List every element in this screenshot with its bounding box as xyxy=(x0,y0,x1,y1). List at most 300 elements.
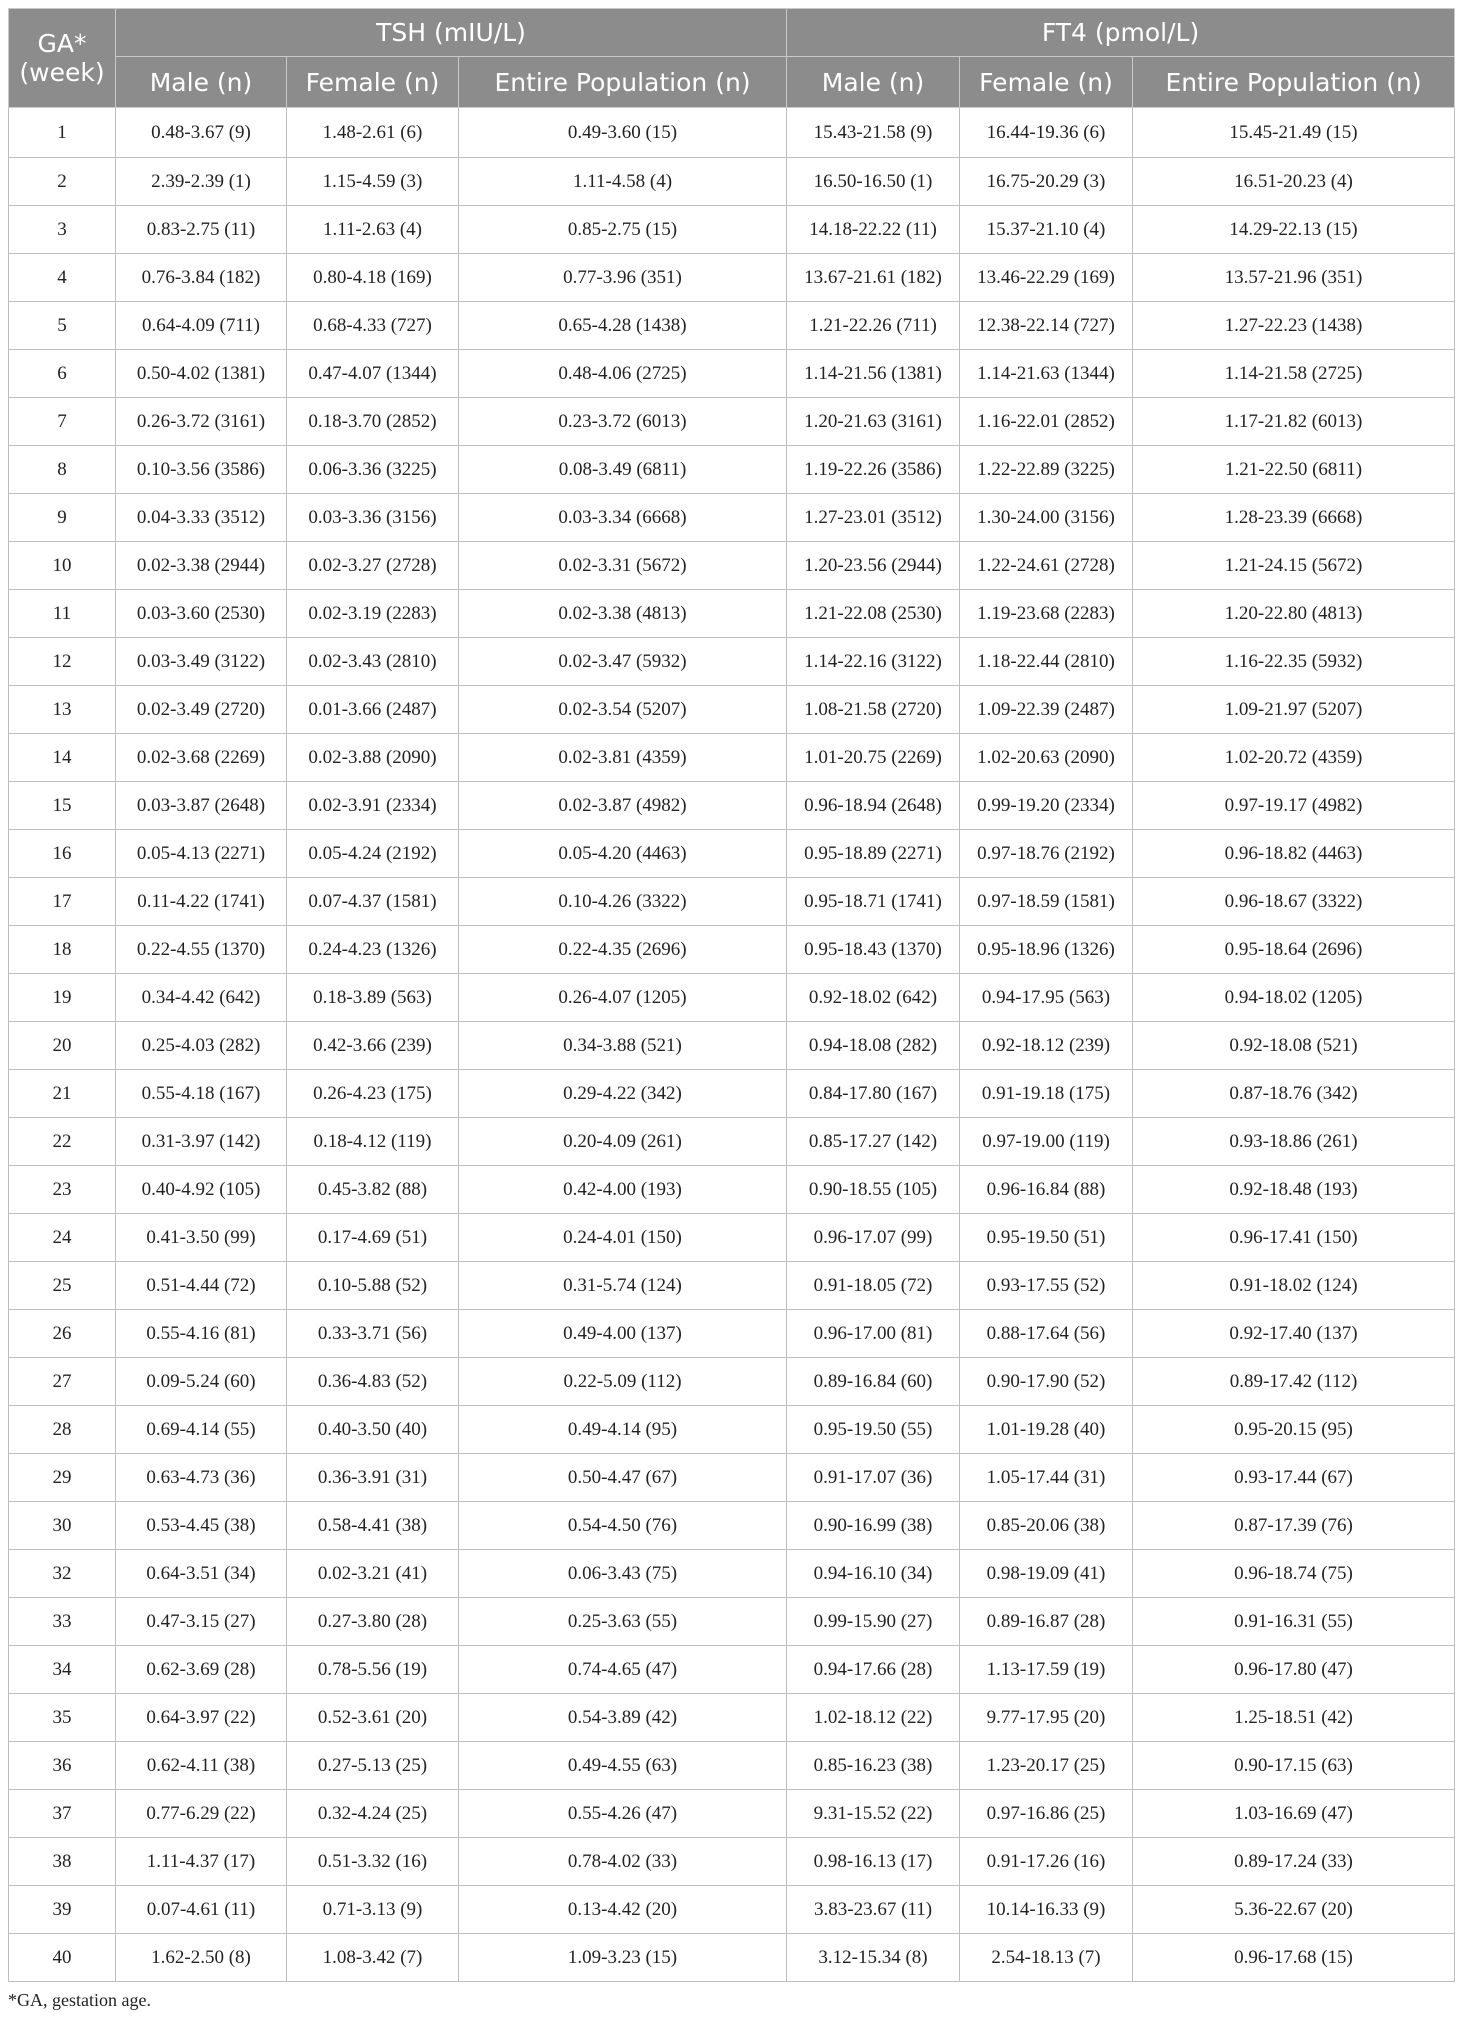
tsh-entire-population-cell: 0.78-4.02 (33) xyxy=(459,1838,787,1886)
table-row xyxy=(9,1598,1455,1646)
tsh-male-cell: 0.62-3.69 (28) xyxy=(116,1646,287,1694)
ft4-male-cell: 0.95-19.50 (55) xyxy=(787,1406,960,1454)
table-row xyxy=(9,302,1455,350)
tsh-female-cell: 0.02-3.27 (2728) xyxy=(287,542,459,590)
ft4-female-cell: 1.01-19.28 (40) xyxy=(960,1406,1133,1454)
ft4-entire-population-cell: 5.36-22.67 (20) xyxy=(1133,1886,1455,1934)
tsh-male-cell: 0.02-3.68 (2269) xyxy=(116,734,287,782)
tsh-entire-population-cell: 0.10-4.26 (3322) xyxy=(459,878,787,926)
ga-week-cell: 9 xyxy=(9,494,116,542)
tsh-female-cell: 0.18-4.12 (119) xyxy=(287,1118,459,1166)
ft4-male-cell: 1.20-23.56 (2944) xyxy=(787,542,960,590)
ft4-entire-population-cell: 0.92-17.40 (137) xyxy=(1133,1310,1455,1358)
ft4-male-cell: 0.84-17.80 (167) xyxy=(787,1070,960,1118)
ft4-entire-population-cell: 0.94-18.02 (1205) xyxy=(1133,974,1455,1022)
tsh-female-cell: 0.47-4.07 (1344) xyxy=(287,350,459,398)
ft4-male-cell: 0.90-18.55 (105) xyxy=(787,1166,960,1214)
tsh-female-cell: 0.02-3.19 (2283) xyxy=(287,590,459,638)
table-row xyxy=(9,1934,1455,1982)
ft4-male-cell: 0.94-17.66 (28) xyxy=(787,1646,960,1694)
tsh-female-cell: 0.32-4.24 (25) xyxy=(287,1790,459,1838)
tsh-male-cell: 2.39-2.39 (1) xyxy=(116,158,287,206)
table-row xyxy=(9,638,1455,686)
tsh-male-cell: 0.63-4.73 (36) xyxy=(116,1454,287,1502)
table-row xyxy=(9,254,1455,302)
ft4-female-cell: 0.95-18.96 (1326) xyxy=(960,926,1133,974)
tsh-group-header: TSH (mIU/L) xyxy=(116,9,787,57)
ft4-female-cell: 1.22-22.89 (3225) xyxy=(960,446,1133,494)
table-row xyxy=(9,830,1455,878)
ft4-male-cell: 1.01-20.75 (2269) xyxy=(787,734,960,782)
table-row xyxy=(9,734,1455,782)
tsh-male-cell: 0.03-3.87 (2648) xyxy=(116,782,287,830)
ga-week-cell: 29 xyxy=(9,1454,116,1502)
ft4-entire-population-cell: 0.91-18.02 (124) xyxy=(1133,1262,1455,1310)
ft4-female-cell: 0.88-17.64 (56) xyxy=(960,1310,1133,1358)
ft4-male-cell: 0.91-18.05 (72) xyxy=(787,1262,960,1310)
tsh-female-cell: 0.33-3.71 (56) xyxy=(287,1310,459,1358)
ft4-male-cell: 0.89-16.84 (60) xyxy=(787,1358,960,1406)
ga-week-cell: 2 xyxy=(9,158,116,206)
tsh-male-header: Male (n) xyxy=(116,57,287,108)
ft4-entire-population-cell: 14.29-22.13 (15) xyxy=(1133,206,1455,254)
tsh-male-cell: 0.03-3.60 (2530) xyxy=(116,590,287,638)
tsh-entire-population-cell: 0.42-4.00 (193) xyxy=(459,1166,787,1214)
table-row xyxy=(9,1742,1455,1790)
tsh-male-cell: 0.53-4.45 (38) xyxy=(116,1502,287,1550)
tsh-entire-population-cell: 0.49-4.00 (137) xyxy=(459,1310,787,1358)
ga-week-cell: 6 xyxy=(9,350,116,398)
ft4-entire-population-cell: 0.90-17.15 (63) xyxy=(1133,1742,1455,1790)
ft4-female-cell: 1.16-22.01 (2852) xyxy=(960,398,1133,446)
tsh-male-cell: 0.64-3.51 (34) xyxy=(116,1550,287,1598)
tsh-female-cell: 0.02-3.88 (2090) xyxy=(287,734,459,782)
tsh-male-cell: 0.09-5.24 (60) xyxy=(116,1358,287,1406)
ft4-female-cell: 16.44-19.36 (6) xyxy=(960,108,1133,158)
ft4-male-cell: 1.02-18.12 (22) xyxy=(787,1694,960,1742)
reference-interval-table xyxy=(8,8,1455,1982)
ga-week-cell: 15 xyxy=(9,782,116,830)
ft4-female-cell: 9.77-17.95 (20) xyxy=(960,1694,1133,1742)
ft4-male-cell: 16.50-16.50 (1) xyxy=(787,158,960,206)
ft4-female-cell: 1.23-20.17 (25) xyxy=(960,1742,1133,1790)
tsh-entire-population-cell: 0.03-3.34 (6668) xyxy=(459,494,787,542)
tsh-female-cell: 0.42-3.66 (239) xyxy=(287,1022,459,1070)
tsh-entire-population-cell: 0.49-4.55 (63) xyxy=(459,1742,787,1790)
tsh-male-cell: 0.05-4.13 (2271) xyxy=(116,830,287,878)
tsh-entire-population-cell: 0.13-4.42 (20) xyxy=(459,1886,787,1934)
tsh-entire-population-cell: 0.02-3.87 (4982) xyxy=(459,782,787,830)
ft4-female-cell: 1.18-22.44 (2810) xyxy=(960,638,1133,686)
ft4-female-cell: 0.91-17.26 (16) xyxy=(960,1838,1133,1886)
tsh-female-cell: 0.02-3.91 (2334) xyxy=(287,782,459,830)
table-row xyxy=(9,158,1455,206)
tsh-entire-population-cell: 0.74-4.65 (47) xyxy=(459,1646,787,1694)
ft4-male-cell: 1.27-23.01 (3512) xyxy=(787,494,960,542)
table-row xyxy=(9,686,1455,734)
table-row xyxy=(9,1886,1455,1934)
table-row xyxy=(9,108,1455,158)
table-row xyxy=(9,974,1455,1022)
ft4-entire-population-cell: 0.96-17.80 (47) xyxy=(1133,1646,1455,1694)
tsh-male-cell: 0.41-3.50 (99) xyxy=(116,1214,287,1262)
ft4-male-cell: 0.96-18.94 (2648) xyxy=(787,782,960,830)
ft4-female-cell: 2.54-18.13 (7) xyxy=(960,1934,1133,1982)
ft4-female-cell: 0.94-17.95 (563) xyxy=(960,974,1133,1022)
ft4-female-cell: 0.98-19.09 (41) xyxy=(960,1550,1133,1598)
ft4-female-cell: 1.30-24.00 (3156) xyxy=(960,494,1133,542)
ft4-group-header: FT4 (pmol/L) xyxy=(787,9,1455,57)
table-row xyxy=(9,1790,1455,1838)
ft4-male-cell: 13.67-21.61 (182) xyxy=(787,254,960,302)
ga-week-cell: 40 xyxy=(9,1934,116,1982)
table-row xyxy=(9,1502,1455,1550)
ft4-male-cell: 14.18-22.22 (11) xyxy=(787,206,960,254)
ft4-entire-population-cell: 0.91-16.31 (55) xyxy=(1133,1598,1455,1646)
ft4-entire-population-cell: 0.93-17.44 (67) xyxy=(1133,1454,1455,1502)
tsh-entire-population-cell: 0.31-5.74 (124) xyxy=(459,1262,787,1310)
tsh-female-cell: 1.48-2.61 (6) xyxy=(287,108,459,158)
tsh-entire-population-cell: 1.09-3.23 (15) xyxy=(459,1934,787,1982)
ft4-male-cell: 0.95-18.43 (1370) xyxy=(787,926,960,974)
ga-week-cell: 34 xyxy=(9,1646,116,1694)
tsh-female-cell: 0.17-4.69 (51) xyxy=(287,1214,459,1262)
table-row xyxy=(9,590,1455,638)
tsh-female-cell: 0.27-5.13 (25) xyxy=(287,1742,459,1790)
ft4-male-cell: 1.14-22.16 (3122) xyxy=(787,638,960,686)
tsh-female-cell: 0.18-3.89 (563) xyxy=(287,974,459,1022)
ft4-female-cell: 0.95-19.50 (51) xyxy=(960,1214,1133,1262)
table-row xyxy=(9,350,1455,398)
ft4-entire-population-cell: 0.89-17.42 (112) xyxy=(1133,1358,1455,1406)
tsh-entire-population-cell: 0.23-3.72 (6013) xyxy=(459,398,787,446)
ft4-entire-population-cell: 1.03-16.69 (47) xyxy=(1133,1790,1455,1838)
ft4-male-cell: 0.94-16.10 (34) xyxy=(787,1550,960,1598)
table-row xyxy=(9,1070,1455,1118)
ft4-male-cell: 1.08-21.58 (2720) xyxy=(787,686,960,734)
tsh-female-cell: 0.80-4.18 (169) xyxy=(287,254,459,302)
table-row xyxy=(9,1454,1455,1502)
ft4-male-cell: 3.83-23.67 (11) xyxy=(787,1886,960,1934)
tsh-entire-population-cell: 0.24-4.01 (150) xyxy=(459,1214,787,1262)
tsh-female-cell: 0.03-3.36 (3156) xyxy=(287,494,459,542)
table-row xyxy=(9,494,1455,542)
ft4-entire-population-cell: 1.14-21.58 (2725) xyxy=(1133,350,1455,398)
ga-week-cell: 35 xyxy=(9,1694,116,1742)
ft4-female-cell: 0.93-17.55 (52) xyxy=(960,1262,1133,1310)
ft4-female-cell: 0.85-20.06 (38) xyxy=(960,1502,1133,1550)
table-row xyxy=(9,398,1455,446)
ft4-entire-population-cell: 0.87-17.39 (76) xyxy=(1133,1502,1455,1550)
ga-week-cell: 3 xyxy=(9,206,116,254)
tsh-entire-population-cell: 0.22-5.09 (112) xyxy=(459,1358,787,1406)
tsh-female-cell: 0.71-3.13 (9) xyxy=(287,1886,459,1934)
ft4-male-cell: 0.98-16.13 (17) xyxy=(787,1838,960,1886)
tsh-entire-population-cell: 0.65-4.28 (1438) xyxy=(459,302,787,350)
ft4-female-cell: 0.91-19.18 (175) xyxy=(960,1070,1133,1118)
ft4-male-cell: 1.21-22.26 (711) xyxy=(787,302,960,350)
ga-week-cell: 28 xyxy=(9,1406,116,1454)
tsh-female-cell: 0.27-3.80 (28) xyxy=(287,1598,459,1646)
header-group-row xyxy=(9,9,1455,57)
tsh-male-cell: 0.02-3.38 (2944) xyxy=(116,542,287,590)
ga-week-cell: 30 xyxy=(9,1502,116,1550)
ft4-female-cell: 12.38-22.14 (727) xyxy=(960,302,1133,350)
tsh-male-cell: 0.03-3.49 (3122) xyxy=(116,638,287,686)
table-header xyxy=(9,9,1455,108)
table-row xyxy=(9,1214,1455,1262)
tsh-male-cell: 0.07-4.61 (11) xyxy=(116,1886,287,1934)
table-row xyxy=(9,1022,1455,1070)
tsh-female-cell: 1.11-2.63 (4) xyxy=(287,206,459,254)
tsh-male-cell: 0.25-4.03 (282) xyxy=(116,1022,287,1070)
ft4-female-cell: 13.46-22.29 (169) xyxy=(960,254,1133,302)
tsh-male-cell: 0.62-4.11 (38) xyxy=(116,1742,287,1790)
tsh-male-cell: 0.47-3.15 (27) xyxy=(116,1598,287,1646)
ft4-female-cell: 0.97-19.00 (119) xyxy=(960,1118,1133,1166)
ft4-female-cell: 0.99-19.20 (2334) xyxy=(960,782,1133,830)
ft4-male-cell: 15.43-21.58 (9) xyxy=(787,108,960,158)
tsh-male-cell: 0.04-3.33 (3512) xyxy=(116,494,287,542)
ga-week-cell: 32 xyxy=(9,1550,116,1598)
ft4-male-cell: 1.14-21.56 (1381) xyxy=(787,350,960,398)
tsh-entire-population-cell: 0.85-2.75 (15) xyxy=(459,206,787,254)
table-row xyxy=(9,1646,1455,1694)
ga-week-cell: 37 xyxy=(9,1790,116,1838)
ga-week-cell: 19 xyxy=(9,974,116,1022)
ft4-entire-population-cell: 0.96-17.68 (15) xyxy=(1133,1934,1455,1982)
ft4-entire-population-cell: 1.17-21.82 (6013) xyxy=(1133,398,1455,446)
ft4-entire-population-cell: 0.97-19.17 (4982) xyxy=(1133,782,1455,830)
tsh-entire-population-cell: 0.54-4.50 (76) xyxy=(459,1502,787,1550)
ft4-female-cell: 0.97-18.76 (2192) xyxy=(960,830,1133,878)
ft4-female-cell: 0.96-16.84 (88) xyxy=(960,1166,1133,1214)
table-row xyxy=(9,206,1455,254)
ft4-male-cell: 0.91-17.07 (36) xyxy=(787,1454,960,1502)
ft4-female-cell: 1.13-17.59 (19) xyxy=(960,1646,1133,1694)
tsh-entire-population-cell: 0.25-3.63 (55) xyxy=(459,1598,787,1646)
ft4-entire-population-cell: 1.28-23.39 (6668) xyxy=(1133,494,1455,542)
ft4-entire-population-cell: 1.27-22.23 (1438) xyxy=(1133,302,1455,350)
tsh-entire-population-cell: 0.49-3.60 (15) xyxy=(459,108,787,158)
ft4-male-cell: 1.20-21.63 (3161) xyxy=(787,398,960,446)
tsh-female-cell: 0.78-5.56 (19) xyxy=(287,1646,459,1694)
table-row xyxy=(9,878,1455,926)
ft4-female-cell: 0.97-18.59 (1581) xyxy=(960,878,1133,926)
tsh-male-cell: 0.34-4.42 (642) xyxy=(116,974,287,1022)
tsh-male-cell: 0.76-3.84 (182) xyxy=(116,254,287,302)
table-row xyxy=(9,782,1455,830)
ft4-entire-population-cell: 0.89-17.24 (33) xyxy=(1133,1838,1455,1886)
ft4-male-header: Male (n) xyxy=(787,57,960,108)
ft4-entire-population-cell: 0.96-18.67 (3322) xyxy=(1133,878,1455,926)
ft4-female-cell: 10.14-16.33 (9) xyxy=(960,1886,1133,1934)
ft4-female-cell: 15.37-21.10 (4) xyxy=(960,206,1133,254)
reference-table-container xyxy=(8,8,1454,2011)
tsh-entire-population-cell: 0.55-4.26 (47) xyxy=(459,1790,787,1838)
tsh-male-cell: 0.10-3.56 (3586) xyxy=(116,446,287,494)
table-row xyxy=(9,1838,1455,1886)
ft4-male-cell: 0.95-18.71 (1741) xyxy=(787,878,960,926)
ga-week-cell: 20 xyxy=(9,1022,116,1070)
table-row xyxy=(9,1694,1455,1742)
tsh-entire-population-cell: 0.49-4.14 (95) xyxy=(459,1406,787,1454)
ga-week-cell: 17 xyxy=(9,878,116,926)
tsh-male-cell: 0.31-3.97 (142) xyxy=(116,1118,287,1166)
ft4-entire-population-cell: 1.25-18.51 (42) xyxy=(1133,1694,1455,1742)
ft4-female-cell: 0.89-16.87 (28) xyxy=(960,1598,1133,1646)
ft4-female-cell: 1.09-22.39 (2487) xyxy=(960,686,1133,734)
ft4-female-cell: 1.19-23.68 (2283) xyxy=(960,590,1133,638)
table-row xyxy=(9,1262,1455,1310)
ft4-male-cell: 0.90-16.99 (38) xyxy=(787,1502,960,1550)
ga-week-cell: 24 xyxy=(9,1214,116,1262)
tsh-entire-population-cell: 0.02-3.38 (4813) xyxy=(459,590,787,638)
tsh-female-cell: 0.68-4.33 (727) xyxy=(287,302,459,350)
ft4-female-cell: 16.75-20.29 (3) xyxy=(960,158,1133,206)
table-body xyxy=(9,108,1455,1982)
ft4-entire-population-cell: 0.87-18.76 (342) xyxy=(1133,1070,1455,1118)
tsh-female-cell: 0.45-3.82 (88) xyxy=(287,1166,459,1214)
table-row xyxy=(9,1118,1455,1166)
ft4-entire-population-cell: 13.57-21.96 (351) xyxy=(1133,254,1455,302)
ft4-entire-population-header: Entire Population (n) xyxy=(1133,57,1455,108)
tsh-female-header: Female (n) xyxy=(287,57,459,108)
tsh-entire-population-cell: 0.77-3.96 (351) xyxy=(459,254,787,302)
tsh-entire-population-cell: 1.11-4.58 (4) xyxy=(459,158,787,206)
tsh-entire-population-cell: 0.05-4.20 (4463) xyxy=(459,830,787,878)
ga-week-cell: 4 xyxy=(9,254,116,302)
tsh-female-cell: 0.36-4.83 (52) xyxy=(287,1358,459,1406)
tsh-male-cell: 0.83-2.75 (11) xyxy=(116,206,287,254)
ft4-male-cell: 1.19-22.26 (3586) xyxy=(787,446,960,494)
tsh-male-cell: 0.69-4.14 (55) xyxy=(116,1406,287,1454)
tsh-male-cell: 0.51-4.44 (72) xyxy=(116,1262,287,1310)
tsh-male-cell: 0.64-3.97 (22) xyxy=(116,1694,287,1742)
tsh-entire-population-cell: 0.08-3.49 (6811) xyxy=(459,446,787,494)
tsh-female-cell: 0.18-3.70 (2852) xyxy=(287,398,459,446)
tsh-female-cell: 0.02-3.43 (2810) xyxy=(287,638,459,686)
ga-week-cell: 18 xyxy=(9,926,116,974)
ga-week-cell: 26 xyxy=(9,1310,116,1358)
ft4-male-cell: 0.96-17.07 (99) xyxy=(787,1214,960,1262)
ft4-entire-population-cell: 0.96-17.41 (150) xyxy=(1133,1214,1455,1262)
tsh-entire-population-cell: 0.02-3.81 (4359) xyxy=(459,734,787,782)
tsh-female-cell: 0.01-3.66 (2487) xyxy=(287,686,459,734)
tsh-female-cell: 0.10-5.88 (52) xyxy=(287,1262,459,1310)
tsh-entire-population-cell: 0.02-3.31 (5672) xyxy=(459,542,787,590)
tsh-male-cell: 1.62-2.50 (8) xyxy=(116,1934,287,1982)
tsh-female-cell: 0.51-3.32 (16) xyxy=(287,1838,459,1886)
tsh-male-cell: 0.55-4.18 (167) xyxy=(116,1070,287,1118)
tsh-male-cell: 0.26-3.72 (3161) xyxy=(116,398,287,446)
tsh-male-cell: 0.02-3.49 (2720) xyxy=(116,686,287,734)
ft4-entire-population-cell: 0.95-20.15 (95) xyxy=(1133,1406,1455,1454)
ft4-entire-population-cell: 16.51-20.23 (4) xyxy=(1133,158,1455,206)
tsh-male-cell: 0.11-4.22 (1741) xyxy=(116,878,287,926)
ft4-female-cell: 0.90-17.90 (52) xyxy=(960,1358,1133,1406)
tsh-male-cell: 1.11-4.37 (17) xyxy=(116,1838,287,1886)
tsh-entire-population-cell: 0.50-4.47 (67) xyxy=(459,1454,787,1502)
table-row xyxy=(9,1406,1455,1454)
tsh-entire-population-cell: 0.29-4.22 (342) xyxy=(459,1070,787,1118)
tsh-female-cell: 0.52-3.61 (20) xyxy=(287,1694,459,1742)
tsh-entire-population-cell: 0.22-4.35 (2696) xyxy=(459,926,787,974)
tsh-female-cell: 0.40-3.50 (40) xyxy=(287,1406,459,1454)
ft4-entire-population-cell: 0.93-18.86 (261) xyxy=(1133,1118,1455,1166)
ga-week-cell: 7 xyxy=(9,398,116,446)
ft4-entire-population-cell: 1.20-22.80 (4813) xyxy=(1133,590,1455,638)
tsh-male-cell: 0.64-4.09 (711) xyxy=(116,302,287,350)
tsh-male-cell: 0.22-4.55 (1370) xyxy=(116,926,287,974)
tsh-female-cell: 0.36-3.91 (31) xyxy=(287,1454,459,1502)
tsh-entire-population-cell: 0.02-3.47 (5932) xyxy=(459,638,787,686)
ft4-male-cell: 1.21-22.08 (2530) xyxy=(787,590,960,638)
ga-week-cell: 21 xyxy=(9,1070,116,1118)
tsh-female-cell: 0.06-3.36 (3225) xyxy=(287,446,459,494)
table-row xyxy=(9,926,1455,974)
tsh-entire-population-cell: 0.20-4.09 (261) xyxy=(459,1118,787,1166)
ft4-male-cell: 0.95-18.89 (2271) xyxy=(787,830,960,878)
ga-week-header: GA* (week) xyxy=(9,9,116,108)
ga-week-cell: 27 xyxy=(9,1358,116,1406)
ft4-entire-population-cell: 15.45-21.49 (15) xyxy=(1133,108,1455,158)
ft4-entire-population-cell: 0.96-18.82 (4463) xyxy=(1133,830,1455,878)
tsh-female-cell: 0.02-3.21 (41) xyxy=(287,1550,459,1598)
ga-week-cell: 12 xyxy=(9,638,116,686)
tsh-female-cell: 0.26-4.23 (175) xyxy=(287,1070,459,1118)
ga-week-cell: 1 xyxy=(9,108,116,158)
ft4-male-cell: 3.12-15.34 (8) xyxy=(787,1934,960,1982)
tsh-female-cell: 1.15-4.59 (3) xyxy=(287,158,459,206)
ft4-entire-population-cell: 1.21-24.15 (5672) xyxy=(1133,542,1455,590)
ga-week-cell: 36 xyxy=(9,1742,116,1790)
tsh-entire-population-cell: 0.54-3.89 (42) xyxy=(459,1694,787,1742)
ft4-entire-population-cell: 1.16-22.35 (5932) xyxy=(1133,638,1455,686)
ft4-male-cell: 0.96-17.00 (81) xyxy=(787,1310,960,1358)
header-subcolumn-row xyxy=(9,57,1455,108)
ft4-female-cell: 0.92-18.12 (239) xyxy=(960,1022,1133,1070)
ga-week-cell: 8 xyxy=(9,446,116,494)
ft4-female-cell: 0.97-16.86 (25) xyxy=(960,1790,1133,1838)
ga-week-cell: 16 xyxy=(9,830,116,878)
ga-week-cell: 39 xyxy=(9,1886,116,1934)
ft4-male-cell: 0.92-18.02 (642) xyxy=(787,974,960,1022)
ga-week-cell: 22 xyxy=(9,1118,116,1166)
ga-week-cell: 33 xyxy=(9,1598,116,1646)
ga-week-cell: 5 xyxy=(9,302,116,350)
ga-week-cell: 13 xyxy=(9,686,116,734)
ga-week-cell: 10 xyxy=(9,542,116,590)
tsh-entire-population-cell: 0.02-3.54 (5207) xyxy=(459,686,787,734)
table-row xyxy=(9,1310,1455,1358)
tsh-entire-population-cell: 0.34-3.88 (521) xyxy=(459,1022,787,1070)
table-row xyxy=(9,1166,1455,1214)
tsh-entire-population-cell: 0.26-4.07 (1205) xyxy=(459,974,787,1022)
ft4-male-cell: 0.99-15.90 (27) xyxy=(787,1598,960,1646)
tsh-male-cell: 0.55-4.16 (81) xyxy=(116,1310,287,1358)
tsh-male-cell: 0.77-6.29 (22) xyxy=(116,1790,287,1838)
ft4-entire-population-cell: 1.21-22.50 (6811) xyxy=(1133,446,1455,494)
ga-week-cell: 38 xyxy=(9,1838,116,1886)
table-footnote: *GA, gestation age. xyxy=(8,1990,151,2010)
ga-week-cell: 25 xyxy=(9,1262,116,1310)
ga-week-cell: 14 xyxy=(9,734,116,782)
table-row xyxy=(9,446,1455,494)
ga-week-cell: 23 xyxy=(9,1166,116,1214)
ft4-female-cell: 1.14-21.63 (1344) xyxy=(960,350,1133,398)
tsh-female-cell: 0.24-4.23 (1326) xyxy=(287,926,459,974)
